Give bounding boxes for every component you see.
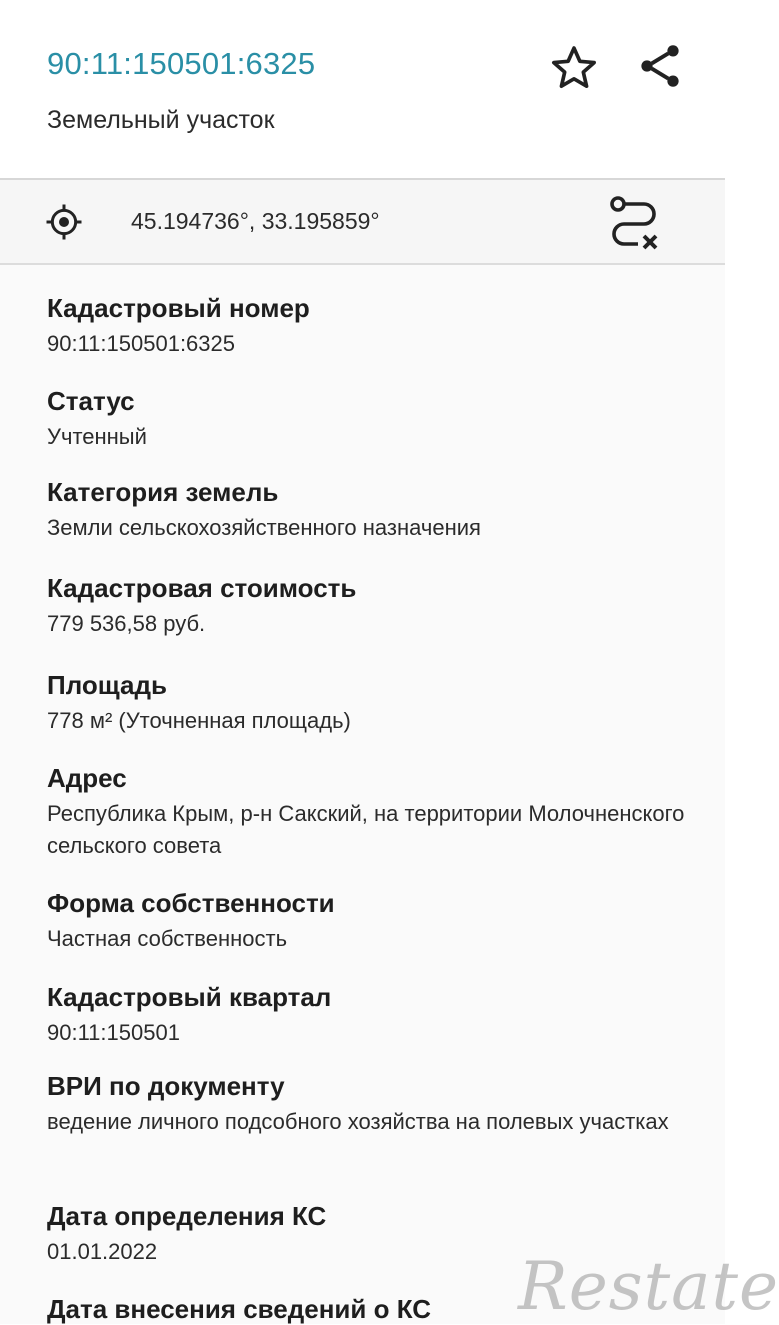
field-label: Статус	[47, 386, 135, 416]
field-value: 01.01.2022	[47, 1239, 158, 1264]
field-ownership-form	[47, 888, 687, 955]
field-label: Кадастровый квартал	[47, 982, 332, 1012]
watermark-logo: Restate	[518, 1248, 779, 1325]
field-label: Адрес	[47, 763, 127, 793]
field-label: Категория земель	[47, 477, 279, 507]
header	[0, 0, 725, 178]
field-value: Учтенный	[47, 424, 147, 449]
field-address	[47, 763, 687, 862]
field-label: Форма собственности	[47, 888, 335, 918]
object-type-subtitle: Земельный участок	[47, 106, 275, 134]
field-permitted-use	[47, 1071, 687, 1138]
field-label: Дата определения КС	[47, 1201, 327, 1231]
field-label: Дата внесения сведений о КС	[47, 1294, 432, 1324]
share-button[interactable]	[632, 38, 688, 94]
field-value: Земли сельскохозяйственного назначения	[47, 515, 481, 540]
field-label: Площадь	[47, 670, 167, 700]
field-land-category	[47, 477, 687, 544]
field-cadastral-number	[47, 293, 687, 360]
field-status	[47, 386, 687, 453]
favorite-button[interactable]	[546, 40, 602, 96]
field-valuation-date	[47, 1201, 687, 1268]
cadastral-title[interactable]: 90:11:150501:6325	[47, 46, 316, 81]
field-value: Частная собственность	[47, 926, 288, 951]
share-icon	[634, 40, 686, 92]
locate-icon[interactable]	[44, 202, 84, 242]
field-area	[47, 670, 687, 737]
field-value-entry-date	[47, 1294, 687, 1324]
field-cadastral-value	[47, 573, 687, 640]
field-value[interactable]: 90:11:150501:6325	[47, 331, 235, 356]
field-value: ведение личного подсобного хозяйства на полевых участках	[47, 1109, 669, 1134]
field-value[interactable]: Республика Крым, р-н Сакский, на территории Молочненского сельского совета	[47, 801, 685, 858]
field-label: ВРИ по документу	[47, 1071, 285, 1101]
route-clear-icon[interactable]	[604, 194, 664, 252]
field-label: Кадастровый номер	[47, 293, 310, 323]
star-icon	[548, 42, 600, 94]
details-list	[0, 265, 725, 1324]
field-value: 778 м² (Уточненная площадь)	[47, 708, 351, 733]
field-value[interactable]: 90:11:150501	[47, 1020, 180, 1045]
field-cadastral-quarter	[47, 982, 687, 1049]
coordinates-text[interactable]: 45.194736°, 33.195859°	[131, 208, 380, 234]
field-value: 779 536,58 руб.	[47, 611, 206, 636]
field-label: Кадастровая стоимость	[47, 573, 357, 603]
coordinates-bar	[0, 180, 725, 263]
